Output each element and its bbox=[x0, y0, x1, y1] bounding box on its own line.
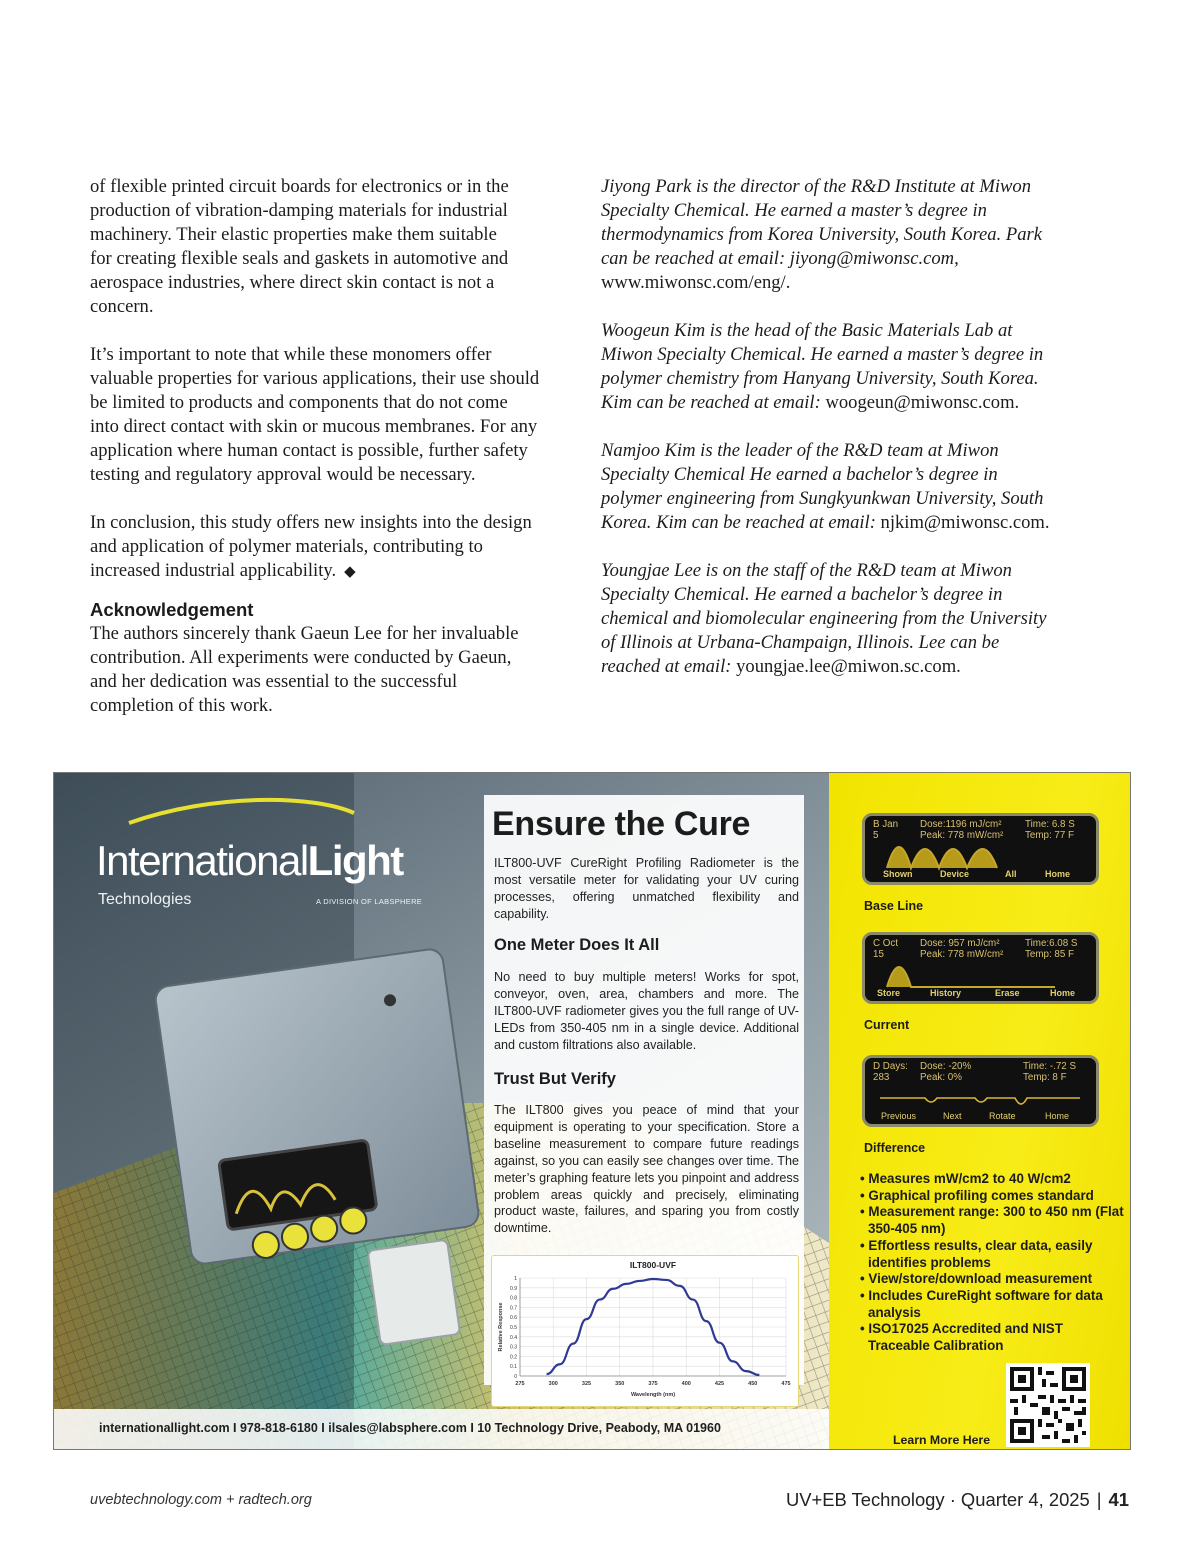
y-tick-label: 0.2 bbox=[510, 1354, 517, 1361]
x-tick-label: 275 bbox=[515, 1381, 525, 1387]
ad-intro: ILT800-UVF CureRight Profiling Radiometer is the most versatile meter for validating your UV curing processes, offering unmatched flexibility and capability. bbox=[494, 856, 799, 921]
company-logo bbox=[96, 837, 403, 885]
logo-division: A DIVISION OF LABSPHERE bbox=[316, 897, 423, 906]
screen-time: Time:6.08 S Temp: 85 F bbox=[1025, 938, 1078, 960]
bio-email: njkim@miwonsc.com. bbox=[880, 512, 1050, 533]
acknowledgement-text: The authors sincerely thank Gaeun Lee for her invaluable contribution. All experiments were conducted by Gaeun, and her dedication was essential to the successful completion of this work. bbox=[90, 623, 519, 716]
screen-difference bbox=[862, 1055, 1099, 1127]
screen-button[interactable]: Home bbox=[1045, 869, 1071, 879]
screen-button[interactable]: History bbox=[930, 988, 962, 998]
ad-heading-trust: Trust But Verify bbox=[494, 1070, 616, 1088]
bio-text: Woogeun Kim is the head of the Basic Materials Lab at Miwon Specialty Chemical. He earned a master’s degree in polymer chemistry from Hanyang University, South Korea. Kim can be reached at email: bbox=[601, 320, 1044, 413]
bio-woogeun-kim bbox=[601, 319, 1101, 415]
screen-button[interactable]: Shown bbox=[883, 869, 913, 879]
logo-word-light: International bbox=[96, 837, 308, 884]
ad-contact-info[interactable]: internationallight.com I 978-818-6180 I ilsales@labsphere.com I 10 Technology Drive, Peabody, MA 01960 bbox=[99, 1421, 721, 1435]
bio-text: Youngjae Lee is on the staff of the R&D team at Miwon Specialty Chemical. He earned a bachelor’s degree in chemical and biomolecular engineering from the University of Illinois at Urbana-Champaign, Illinois. Lee can be reached at email: bbox=[601, 560, 1047, 677]
bio-email: woogeun@miwonsc.com. bbox=[825, 392, 1020, 413]
feature-list bbox=[858, 1171, 1126, 1355]
article-right-column bbox=[601, 175, 1101, 703]
x-tick-label: 300 bbox=[548, 1381, 558, 1387]
x-tick-label: 425 bbox=[714, 1381, 725, 1387]
chart-svg bbox=[492, 1256, 798, 1406]
qr-code-icon[interactable] bbox=[1006, 1363, 1090, 1447]
logo-word-bold: Light bbox=[307, 837, 403, 884]
x-tick-label: 375 bbox=[648, 1381, 658, 1387]
bio-namjoo-kim bbox=[601, 439, 1101, 535]
ad-heading-one-meter: One Meter Does It All bbox=[494, 936, 660, 954]
feature-item: • Effortless results, clear data, easily identifies problems bbox=[860, 1237, 1093, 1270]
screen-button[interactable]: Device bbox=[940, 869, 970, 879]
footer-publication-info bbox=[786, 1489, 1129, 1511]
screen-dose: Dose: -20% Peak: 0% bbox=[920, 1061, 972, 1083]
bio-jiyong-park bbox=[601, 175, 1101, 295]
screen-current bbox=[862, 932, 1099, 1004]
feature-item: • Graphical profiling comes standard bbox=[860, 1187, 1094, 1203]
bio-text: Jiyong Park is the director of the R&D Institute at Miwon Specialty Chemical. He earned a master’s degree in thermodynamics from Korea University, South Korea. Park can be reached at email: jiyong@miwonsc.com, bbox=[601, 176, 1043, 269]
feature-item: • View/store/download measurement bbox=[860, 1271, 1093, 1287]
paragraph-3 bbox=[90, 511, 580, 584]
footer-websites[interactable]: uvebtechnology.com + radtech.org bbox=[90, 1492, 312, 1508]
screen-time: Time: -.72 S Temp: 8 F bbox=[1023, 1061, 1076, 1083]
x-tick-label: 475 bbox=[781, 1381, 791, 1387]
learn-more-link[interactable]: Learn More Here bbox=[893, 1433, 991, 1447]
screen-baseline bbox=[862, 813, 1099, 885]
screen-waveform bbox=[887, 847, 997, 868]
chart-title: ILT800-UVF bbox=[629, 1260, 677, 1270]
ad-paragraph-trust: The ILT800 gives you peace of mind that your equipment is operating to your specification. Store a baseline measurement to compare future readings against, so you can easily see changes over time. The meter’s graphing feature lets you pinpoint and address problem areas quickly and precisely, eliminating product waste, failures, and sparing you from costly downtime. bbox=[494, 1103, 799, 1236]
screen-waveform bbox=[887, 967, 1055, 987]
bio-email: youngjae.lee@miwon.sc.com. bbox=[736, 656, 961, 677]
y-tick-label: 0.4 bbox=[510, 1334, 517, 1341]
screen-button[interactable]: All bbox=[1005, 869, 1017, 879]
feature-item: • Measures mW/cm2 to 40 W/cm2 bbox=[860, 1171, 1071, 1186]
y-tick-label: 0 bbox=[514, 1374, 517, 1380]
x-tick-label: 325 bbox=[581, 1381, 592, 1387]
screen-dose: Dose:1196 mJ/cm² Peak: 778 mW/cm² bbox=[920, 819, 1004, 841]
caption-difference: Difference bbox=[864, 1141, 926, 1155]
page-number: 41 bbox=[1108, 1489, 1129, 1510]
bio-youngjae-lee bbox=[601, 559, 1101, 679]
y-tick-label: 0.5 bbox=[510, 1325, 517, 1331]
footer-separator: | bbox=[1096, 1489, 1102, 1510]
y-tick-label: 0.3 bbox=[510, 1344, 517, 1351]
acknowledgement-heading: Acknowledgement bbox=[90, 599, 254, 620]
end-mark-icon: ◆ bbox=[344, 564, 356, 580]
article-left-column bbox=[90, 175, 580, 742]
feature-item: • Includes CureRight software for data analysis bbox=[860, 1287, 1103, 1320]
paragraph-1: of flexible printed circuit boards for electronics or in the production of vibration-damping materials for industrial machinery. Their elastic properties make them suitable for creating flexible seals and gaskets in automotive and aerospace industries, where direct skin contact is not a concern. bbox=[90, 176, 509, 317]
screen-button[interactable]: Previous bbox=[881, 1111, 917, 1121]
screen-button[interactable]: Store bbox=[877, 988, 901, 998]
screen-dose: Dose: 957 mJ/cm² Peak: 778 mW/cm² bbox=[920, 938, 1004, 960]
ad-paragraph-one-meter: No need to buy multiple meters! Works for spot, conveyor, oven, area, chambers and more. The ILT800-UVF radiometer gives you the full range of UV-LEDs from 350-405 nm in a single device. Additional and custom filtrations also available. bbox=[494, 970, 799, 1052]
y-tick-label: 0.8 bbox=[510, 1295, 517, 1302]
screen-button[interactable]: Erase bbox=[995, 988, 1020, 998]
y-axis-label: Relative Response bbox=[498, 1302, 504, 1352]
caption-current: Current bbox=[864, 1018, 910, 1032]
logo-subtitle: Technologies bbox=[98, 891, 192, 908]
bio-email: www.miwonsc.com/eng/. bbox=[601, 272, 791, 293]
screen-button[interactable]: Home bbox=[1050, 988, 1076, 998]
ad-title: Ensure the Cure bbox=[492, 805, 751, 843]
conclusion-text: In conclusion, this study offers new insights into the design and application of polymer materials, contributing to increased industrial applicability. bbox=[90, 512, 532, 581]
screen-button[interactable]: Next bbox=[943, 1111, 962, 1121]
x-tick-label: 350 bbox=[615, 1381, 625, 1387]
y-tick-label: 0.6 bbox=[510, 1315, 517, 1322]
spectral-response-chart bbox=[491, 1255, 799, 1407]
bio-text: Namjoo Kim is the leader of the R&D team at Miwon Specialty Chemical He earned a bachelor’s degree in polymer engineering from Sungkyunkwan University, South Korea. Kim can be reached at email: bbox=[601, 440, 1044, 533]
screen-button[interactable]: Rotate bbox=[989, 1111, 1016, 1121]
x-tick-label: 450 bbox=[748, 1381, 758, 1387]
y-tick-label: 0.9 bbox=[510, 1285, 517, 1292]
caption-baseline: Base Line bbox=[864, 899, 924, 913]
x-axis-label: Wavelength (nm) bbox=[630, 1392, 676, 1398]
screen-date: C Oct 15 bbox=[873, 938, 899, 960]
y-tick-label: 0.7 bbox=[510, 1305, 517, 1312]
y-tick-label: 0.1 bbox=[510, 1364, 517, 1371]
screen-date: B Jan 5 bbox=[873, 819, 899, 841]
screen-waveform bbox=[880, 1098, 1080, 1104]
x-tick-label: 400 bbox=[681, 1381, 691, 1387]
y-tick-label: 1 bbox=[514, 1276, 517, 1282]
feature-item: • Measurement range: 300 to 450 nm (Flat 350-405 nm) bbox=[860, 1204, 1124, 1237]
screen-button[interactable]: Home bbox=[1045, 1111, 1070, 1121]
advertisement[interactable] bbox=[53, 772, 1131, 1450]
feature-item: • ISO17025 Accredited and NIST Traceable Calibration bbox=[860, 1321, 1063, 1354]
screen-time: Time: 6.8 S Temp: 77 F bbox=[1025, 819, 1075, 841]
paragraph-2: It’s important to note that while these monomers offer valuable properties for various applications, their use should be limited to products and components that do not come into direct contact with skin or mucous membranes. For any application where human contact is possible, further safety testing and regulatory approval would be necessary. bbox=[90, 344, 540, 485]
publication-name: UV+EB Technology · Quarter 4, 2025 bbox=[785, 1489, 1090, 1510]
screen-date: D Days: 283 bbox=[873, 1061, 908, 1083]
